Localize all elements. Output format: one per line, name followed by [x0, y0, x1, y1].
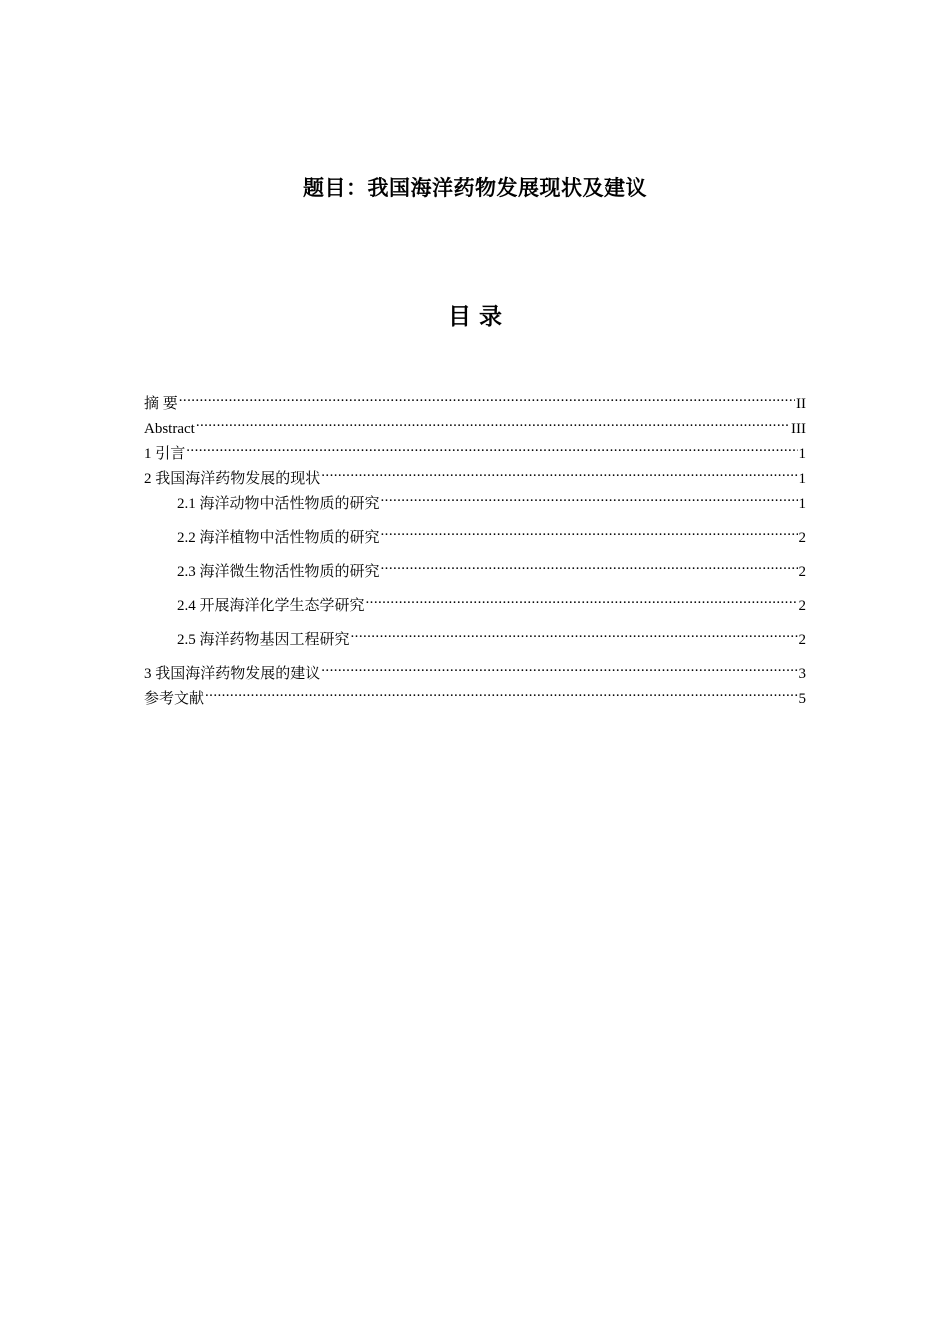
toc-dot-leader — [381, 490, 798, 508]
toc-dot-leader — [196, 415, 790, 433]
toc-dot-leader — [321, 465, 797, 483]
toc-dot-leader — [381, 524, 798, 542]
toc-entry-section-2-1[interactable] — [144, 490, 806, 524]
toc-entry-label: Abstract — [144, 421, 195, 437]
toc-entry-label: 参考文献 — [144, 691, 205, 707]
toc-page-number: 3 — [798, 666, 806, 682]
toc-entry-label: 3 我国海洋药物发展的建议 — [144, 666, 321, 682]
toc-page-number: 2 — [798, 564, 806, 580]
toc-entry-section-2-3[interactable] — [144, 558, 806, 592]
toc-entry-abstract-cn[interactable] — [144, 390, 806, 415]
toc-entry-label: 摘 要 — [144, 396, 178, 412]
toc-page-number: 5 — [798, 691, 806, 707]
table-of-contents — [144, 390, 806, 710]
toc-entry-section-2-4[interactable] — [144, 592, 806, 626]
toc-dot-leader — [321, 660, 797, 678]
toc-dot-leader — [205, 685, 797, 703]
toc-heading: 目 录 — [447, 304, 502, 330]
toc-page-number: II — [796, 396, 806, 412]
toc-page-number: 2 — [798, 530, 806, 546]
toc-page-number: 2 — [798, 632, 806, 648]
toc-entry-label: 2.3 海洋微生物活性物质的研究 — [177, 564, 380, 580]
toc-page-number: 1 — [798, 496, 806, 512]
toc-dot-leader — [179, 390, 795, 408]
toc-page-number: III — [791, 421, 806, 437]
toc-entry-section-3[interactable] — [144, 660, 806, 685]
toc-entry-label: 2.1 海洋动物中活性物质的研究 — [177, 496, 380, 512]
toc-dot-leader — [351, 626, 798, 644]
toc-entry-label: 1 引言 — [144, 446, 186, 462]
toc-entry-label: 2 我国海洋药物发展的现状 — [144, 471, 321, 487]
toc-dot-leader — [186, 440, 797, 458]
toc-page-number: 2 — [798, 598, 806, 614]
toc-dot-leader — [381, 558, 798, 576]
toc-page-number: 1 — [798, 446, 806, 462]
document-title: 题目：我国海洋药物发展现状及建议 — [303, 176, 647, 200]
toc-entry-label: 2.4 开展海洋化学生态学研究 — [177, 598, 365, 614]
toc-entry-section-2-2[interactable] — [144, 524, 806, 558]
toc-entry-introduction[interactable] — [144, 440, 806, 465]
toc-page-number: 1 — [798, 471, 806, 487]
toc-entry-section-2-5[interactable] — [144, 626, 806, 660]
toc-entry-section-2[interactable] — [144, 465, 806, 490]
toc-dot-leader — [366, 592, 798, 610]
toc-entry-references[interactable] — [144, 685, 806, 710]
toc-entry-label: 2.5 海洋药物基因工程研究 — [177, 632, 350, 648]
toc-entry-abstract-en[interactable] — [144, 415, 806, 440]
toc-entry-label: 2.2 海洋植物中活性物质的研究 — [177, 530, 380, 546]
